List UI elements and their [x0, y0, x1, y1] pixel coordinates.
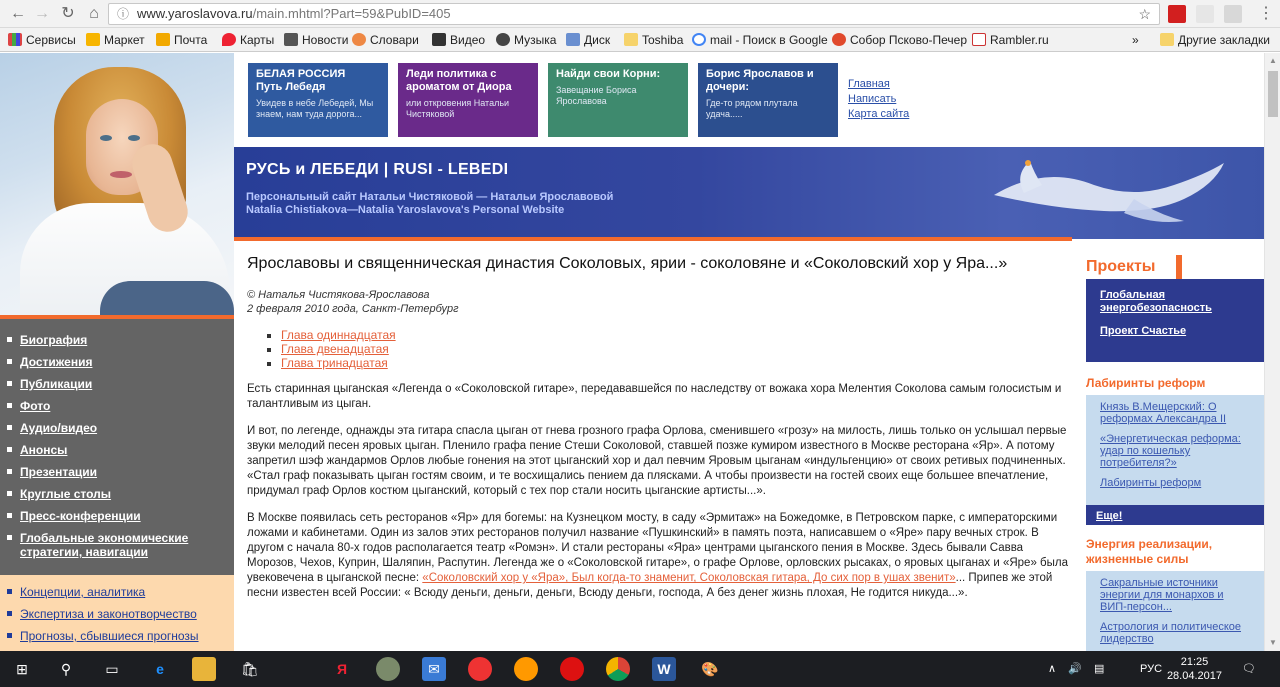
- search-icon[interactable]: ⚲: [60, 661, 72, 677]
- site-subtitle-ru: Персональный сайт Натальи Чистяковой — Натальи Ярославовой: [246, 191, 614, 203]
- bookmark-label: Toshiba: [642, 33, 684, 47]
- chrome-icon[interactable]: [606, 657, 630, 681]
- card-title: Найди свои Корни:: [556, 68, 661, 80]
- bookmark-label: Сервисы: [26, 33, 76, 47]
- bookmark-label: Музыка: [514, 33, 557, 47]
- author-photo: [0, 53, 234, 315]
- site-banner: [234, 147, 1264, 239]
- paint-icon[interactable]: 🎨: [701, 661, 719, 677]
- project-happiness[interactable]: Проект Счастье: [1100, 325, 1187, 337]
- scroll-down-icon[interactable]: ▼: [1269, 638, 1277, 647]
- card-desc: или откровения Натальи Чистяковой: [406, 98, 510, 119]
- projects-heading: Проекты: [1086, 255, 1182, 279]
- link-home[interactable]: Главная: [848, 78, 890, 90]
- clock-time: 21:25: [1180, 656, 1209, 668]
- scroll-up-icon[interactable]: ▲: [1269, 56, 1277, 65]
- notifications-icon[interactable]: 🗨: [1242, 663, 1256, 675]
- bookmark-rambler[interactable]: [972, 32, 1049, 48]
- extension-icon[interactable]: [1196, 5, 1214, 23]
- nav-global-strategies[interactable]: Глобальные экономические стратегии, навигации: [0, 527, 234, 563]
- top-links: [848, 77, 909, 122]
- volume-icon[interactable]: 🔊: [1068, 663, 1082, 675]
- more-link[interactable]: Еще!: [1096, 510, 1123, 522]
- reforms-link-1[interactable]: Князь В.Мещерский: О реформах Александра II: [1100, 401, 1227, 425]
- projects-box: [1086, 279, 1264, 362]
- paragraph-2: И вот, по легенде, однажды эта гитара спасла цыган от гнева грозного графа Орлова, сменившего «грозу» на милость, лишь только он услышал первые звуки мелодий песен яровых цыган. Пленило графа пение Стеши Соколовой, ставшей позже кумиром известного в Москве ресторана «Яр». А потому запретил шэф жандармов Орлов любые гонения на этот цыганский хор и дал певчим Яровым цыганам «индульгенцию» от своих ретивых подчиненных. «Стал граф показывать цыган гостям своим, и те восхищались пением да плясками. А чтобы произвести на гостей своих еще большее впечатление, придумал граф Орлов костюм цыганский, который с тех пор стали носить цыганские артисты...».: [247, 425, 1067, 497]
- energy-link-1[interactable]: Сакральные источники энергии для монархов и ВИП-персон...: [1100, 577, 1224, 613]
- reforms-link-2[interactable]: «Энергетическая реформа: удар по кошельку потребителя?»: [1100, 433, 1241, 469]
- paragraph-3-start: В Москве появилась сеть ресторанов «Яр» для богемы: на Кузнецком мосту, в саду «Эрмитаж» на Божедомке, в Петровском парке, с императорскими ложами и кабинетами. Один из залов этих ресторанов получил название «Пушкинский» в память поэта, написавшем о «Яре» пару вечных строк. В другом с начала 80-х годов располагается театр «Ромэн». И стали рестораны «Яра» центрами цыганского пения в Москве. Здесь бывали Савва Морозов, Чехов, Куприн, Шаляпин, Распутин. Легенда же о «Соколовской гитаре», о графе Орлове, орловских рысаках, о яровых цыганах и «Яре» была увековечена в цыганской песне:: [247, 512, 1068, 584]
- nav-expertise[interactable]: Экспертиза и законотворчество: [0, 603, 234, 625]
- energy-link-2[interactable]: Астрология и политическое лидерство: [1100, 621, 1241, 645]
- paragraph-3: [247, 511, 1072, 601]
- bookmark-label: Другие закладки: [1178, 33, 1270, 47]
- url-host: www.yaroslavova.ru: [137, 6, 253, 21]
- nav-photo[interactable]: Фото: [0, 395, 234, 417]
- nav-announcements[interactable]: Анонсы: [0, 439, 234, 461]
- back-icon[interactable]: ←: [10, 5, 26, 22]
- link-write[interactable]: Написать: [848, 93, 897, 105]
- bookmark-label: Новости: [302, 33, 349, 47]
- paragraph-1: Есть старинная цыганская «Легенда о «Соколовской гитаре», передававшейся по наследству от вожака хора Мелентия Соколова самым голосистым и талантливым из цыган.: [247, 383, 1062, 410]
- bookmarks-bar: [0, 28, 1280, 52]
- mail-app-icon[interactable]: ✉: [422, 657, 446, 681]
- disk-icon: [566, 33, 580, 46]
- reforms-heading: Лабиринты реформ: [1086, 376, 1206, 390]
- divider: [234, 237, 1072, 241]
- bookmark-music[interactable]: [496, 32, 556, 48]
- paragraph-3-end: ... Припев же этой песни известен всей России: « Всюду деньги, деньги, деньги, Всюду деньги, господа, А без денег жизнь плохая, Не годится никуда...».: [247, 572, 1053, 599]
- reforms-link-3[interactable]: Лабиринты реформ: [1100, 477, 1202, 489]
- card-lady-politics[interactable]: [398, 63, 538, 137]
- windows-start-icon[interactable]: ⊞: [16, 661, 28, 677]
- site-subtitle: [246, 191, 613, 217]
- music-icon: [496, 33, 510, 46]
- top-cards: [234, 53, 1264, 145]
- card-desc: Завещание Бориса Ярославова: [556, 85, 637, 106]
- nav-round-tables[interactable]: Круглые столы: [0, 483, 234, 505]
- yandex-browser-icon[interactable]: [468, 657, 492, 681]
- task-view-icon[interactable]: ▭: [105, 661, 119, 677]
- song-link[interactable]: «Соколовский хор у «Яра», Был когда-то знаменит, Соколовская гитара, До сих пор в ушах звенит»: [422, 572, 956, 584]
- app-icon[interactable]: [376, 657, 400, 681]
- home-icon[interactable]: ⌂: [89, 5, 99, 22]
- reload-icon[interactable]: ↻: [61, 5, 75, 22]
- chapter-link-13[interactable]: Глава тринадцатая: [281, 356, 388, 370]
- bookmark-google-search[interactable]: [692, 32, 828, 48]
- edge-icon[interactable]: e: [156, 661, 164, 677]
- article: [247, 253, 1072, 613]
- clock[interactable]: [1167, 655, 1222, 683]
- menu-icon[interactable]: ⋮: [1258, 5, 1274, 22]
- page-viewport: [0, 53, 1264, 651]
- bookmark-market[interactable]: [86, 32, 145, 48]
- video-icon: [432, 33, 446, 46]
- tray-chevron-icon[interactable]: ∧: [1048, 663, 1057, 675]
- bookmark-disk[interactable]: [566, 32, 610, 48]
- bookmark-label: Почта: [174, 33, 208, 47]
- bookmark-news[interactable]: [284, 32, 348, 48]
- bookmark-label: Собор Псково-Печер: [850, 33, 967, 47]
- url-path: /main.mhtml?Part=59&PubID=405: [252, 6, 451, 21]
- folder-icon: [624, 33, 638, 46]
- list-item: [281, 356, 1072, 370]
- link-sitemap[interactable]: Карта сайта: [848, 108, 910, 120]
- taskbar: [0, 651, 1280, 687]
- nav-audio-video[interactable]: Аудио/видео: [0, 417, 234, 439]
- bookmark-sobor[interactable]: [832, 32, 967, 48]
- bookmark-label: Rambler.ru: [990, 33, 1049, 47]
- card-title: БЕЛАЯ РОССИЯ Путь Лебедя: [256, 68, 346, 93]
- browser-toolbar: [0, 0, 1280, 28]
- bookmark-label: Маркет: [104, 33, 145, 47]
- bookmark-label: Словари: [370, 33, 419, 47]
- nav-forecasts[interactable]: Прогнозы, сбывшиеся прогнозы: [0, 625, 234, 647]
- rambler-icon: [972, 33, 986, 46]
- list-item: [281, 328, 1072, 342]
- other-bookmarks[interactable]: [1160, 32, 1270, 48]
- left-navigation-secondary: [0, 575, 234, 651]
- card-desc: Где-то рядом плутала удача.....: [706, 98, 798, 119]
- google-icon: [692, 33, 706, 46]
- nav-publications[interactable]: Публикации: [0, 373, 234, 395]
- scroll-thumb[interactable]: [1268, 71, 1278, 117]
- word-icon[interactable]: W: [652, 657, 676, 681]
- ok-icon[interactable]: [514, 657, 538, 681]
- reforms-box: [1086, 395, 1264, 505]
- news-icon: [284, 33, 298, 46]
- more-box: [1086, 505, 1264, 525]
- market-icon: [86, 33, 100, 46]
- chapter-link-11[interactable]: Глава одиннадцатая: [281, 328, 396, 342]
- bookmark-label: mail - Поиск в Google: [710, 33, 828, 47]
- card-desc: Увидев в небе Лебедей, Мы знаем, нам туда дорога...: [256, 98, 374, 119]
- nav-concepts[interactable]: Концепции, аналитика: [0, 581, 234, 603]
- info-icon[interactable]: ⓘ: [117, 7, 130, 21]
- right-sidebar: [1086, 255, 1264, 651]
- forward-icon[interactable]: →: [34, 5, 50, 22]
- card-boris-yaroslavov[interactable]: [698, 63, 838, 137]
- bookmark-dictionaries[interactable]: [352, 32, 419, 48]
- bookmark-video[interactable]: [432, 32, 485, 48]
- address-bar[interactable]: [108, 3, 1160, 25]
- bookmarks-overflow-button[interactable]: »: [1132, 33, 1139, 47]
- nav-achievements[interactable]: Достижения: [0, 351, 234, 373]
- folder-icon: [1160, 33, 1174, 46]
- site-title: РУСЬ и ЛЕБЕДИ | RUSI - LEBEDI: [246, 161, 509, 178]
- yandex-icon[interactable]: Я: [336, 661, 348, 677]
- bookmark-label: Диск: [584, 33, 611, 47]
- bookmark-maps[interactable]: [222, 32, 274, 48]
- store-icon[interactable]: 🛍: [241, 661, 259, 677]
- bookmark-label: Видео: [450, 33, 486, 47]
- profile-icon[interactable]: [1224, 5, 1242, 23]
- language-indicator[interactable]: РУС: [1140, 663, 1163, 675]
- bookmark-mail[interactable]: [156, 32, 207, 48]
- bookmark-toshiba[interactable]: [624, 32, 683, 48]
- chapter-link-12[interactable]: Глава двенадцатая: [281, 342, 389, 356]
- swan-image: [984, 155, 1234, 235]
- card-title: Борис Ярославов и дочери:: [706, 68, 814, 93]
- nav-press-conferences[interactable]: Пресс-конференции: [0, 505, 234, 527]
- mail-icon: [156, 33, 170, 46]
- card-white-russia[interactable]: [248, 63, 388, 137]
- energy-heading: Энергия реализации, жизненные силы: [1086, 537, 1213, 566]
- yandex-extension-icon[interactable]: [1168, 5, 1186, 23]
- chapter-list: [281, 328, 1072, 370]
- article-title: Ярославовы и священническая династия Соколовых, ярии - соколовяне и «Соколовский хор у Яра...»: [247, 255, 1008, 272]
- article-date: 2 февраля 2010 года, Санкт-Петербург: [247, 303, 459, 315]
- list-item: [281, 342, 1072, 356]
- file-explorer-icon[interactable]: [192, 657, 216, 681]
- energy-box: [1086, 571, 1264, 651]
- bookmark-apps[interactable]: [8, 32, 76, 48]
- article-author: © Наталья Чистякова-Ярославова: [247, 289, 430, 301]
- bookmark-star-icon[interactable]: ☆: [1138, 6, 1151, 22]
- site-icon: [832, 33, 846, 46]
- site-subtitle-en: Natalia Chistiakova—Natalia Yaroslavova's Personal Website: [246, 204, 565, 216]
- network-icon[interactable]: ▤: [1094, 663, 1105, 675]
- apps-icon: [8, 33, 22, 46]
- bookmark-label: Карты: [240, 33, 275, 47]
- clock-date: 28.04.2017: [1166, 670, 1222, 682]
- dictionary-icon: [352, 33, 366, 46]
- left-navigation: [0, 315, 234, 577]
- card-find-roots[interactable]: [548, 63, 688, 137]
- project-energy-security[interactable]: Глобальная энергобезопасность: [1100, 289, 1212, 314]
- map-pin-icon: [222, 33, 236, 46]
- page-scrollbar[interactable]: [1264, 53, 1280, 651]
- nav-presentations[interactable]: Презентации: [0, 461, 234, 483]
- opera-icon[interactable]: [560, 657, 584, 681]
- card-title: Леди политика с ароматом от Диора: [406, 68, 512, 93]
- nav-biography[interactable]: Биография: [0, 329, 234, 351]
